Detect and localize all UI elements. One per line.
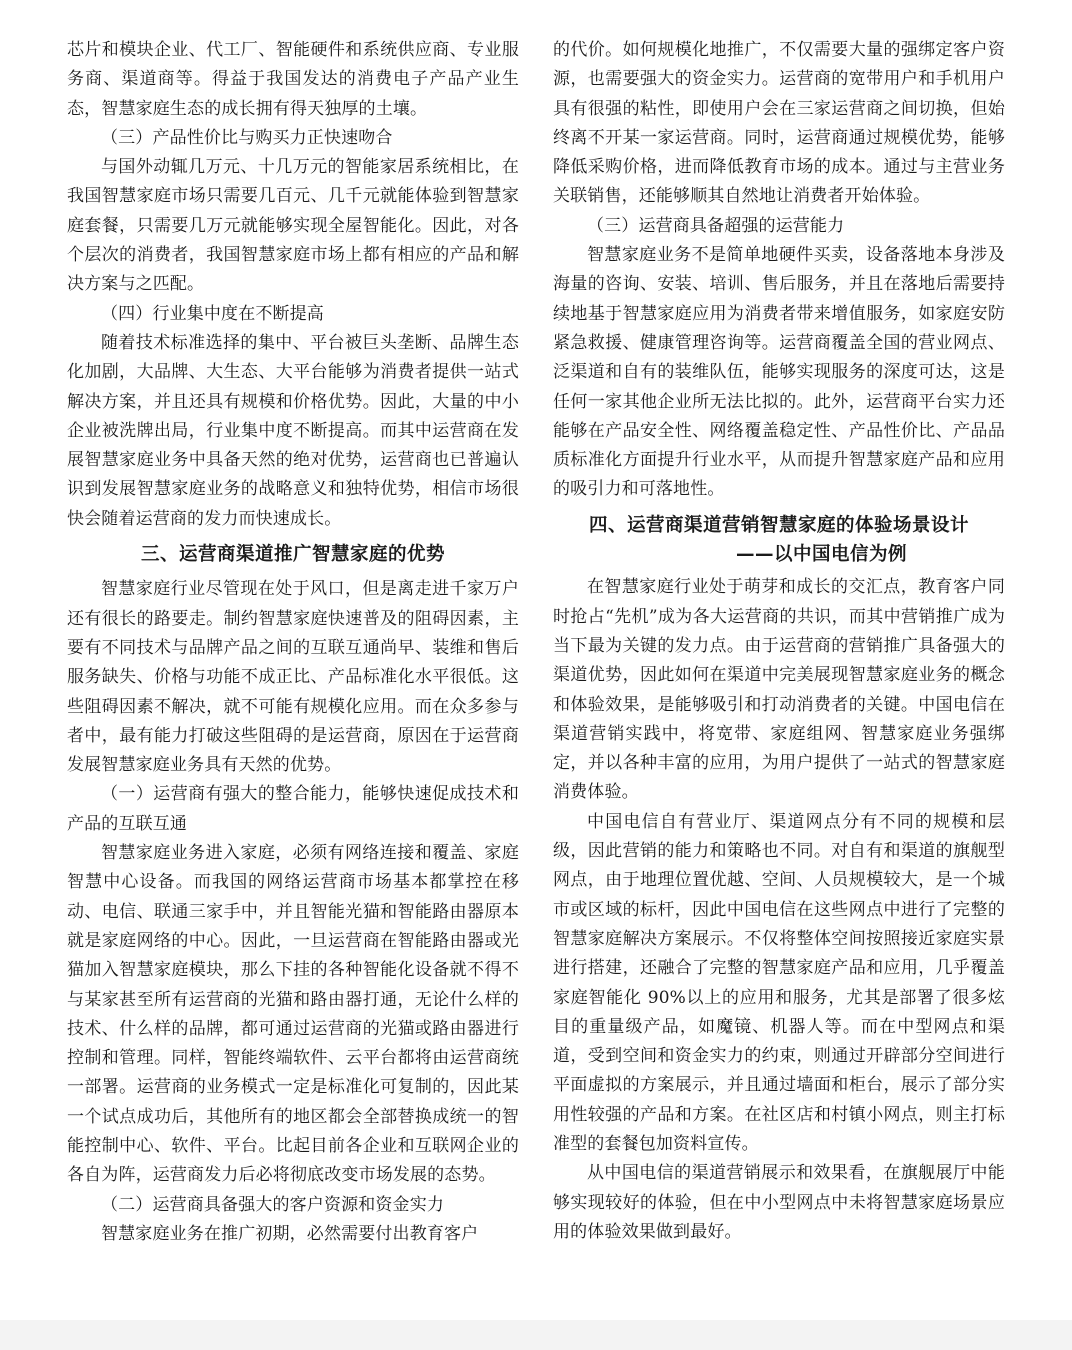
- subheading: （二）运营商具备强大的客户资源和资金实力: [101, 1194, 444, 1215]
- subheading: （一）运营商有强大的整合能力，能够快速促成技术和产品的互联互通: [67, 784, 519, 834]
- section-subtitle: ——以中国电信为例: [735, 544, 907, 566]
- page-footer-band: [0, 1320, 1072, 1350]
- paragraph: 与国外动辄几万元、十几万元的智能家居系统相比，在我国智慧家庭市场只需要几百元、几千元就能体验到智慧家庭套餐，只需要几万元就能够实现全屋智能化。因此，对各个层次的消费者，我国智慧家庭市场上都有相应的产品和解决方案与之匹配。: [67, 157, 519, 295]
- paragraph: 在智慧家庭行业处于萌芽和成长的交汇点，教育客户同时抢占“先机”成为各大运营商的共识，而其中营销推广成为当下最为关键的发力点。由于运营商的营销推广具备强大的渠道优势，因此如何在渠道中完美展现智慧家庭业务的概念和体验效果，是能够吸引和打动消费者的关键。中国电信在渠道营销实践中，将宽带、家庭组网、智慧家庭业务强绑定，并以各种丰富的应用，为用户提供了一站式的智慧家庭消费体验。: [553, 577, 1005, 803]
- paragraph: 智慧家庭业务不是简单地硬件买卖，设备落地本身涉及海量的咨询、安装、培训、售后服务，并且在落地后需要持续地基于智慧家庭应用为消费者带来增值服务，如家庭安防紧急救援、健康管理咨询等。运营商覆盖全国的营业网点、泛渠道和自有的装维队伍，能够实现服务的深度可达，这是任何一家其他企业所无法比拟的。此外，运营商平台实力还能够在产品安全性、网络覆盖稳定性、产品性价比、产品品质标准化方面提升行业水平，从而提升智慧家庭产品和应用的吸引力和可落地性。: [553, 245, 1005, 500]
- section-title: 三、运营商渠道推广智慧家庭的优势: [140, 544, 445, 566]
- paragraph: 从中国电信的渠道营销展示和效果看，在旗舰展厅中能够实现较好的体验，但在中小型网点中未将智慧家庭场景应用的体验效果做到最好。: [553, 1163, 1005, 1242]
- right-column: [553, 36, 1005, 1247]
- subheading: （三）运营商具备超强的运营能力: [587, 215, 845, 236]
- paragraph: 的代价。如何规模化地推广，不仅需要大量的强绑定客户资源，也需要强大的资金实力。运营商的宽带用户和手机用户具有很强的粘性，即使用户会在三家运营商之间切换，但始终离不开某一家运营商。同时，运营商通过规模优势，能够降低采购价格，进而降低教育市场的成本。通过与主营业务关联销售，还能够顺其自然地让消费者开始体验。: [553, 40, 1005, 207]
- paragraph: 随着技术标准选择的集中、平台被巨头垄断、品牌生态化加剧，大品牌、大生态、大平台能够为消费者提供一站式解决方案，并且还具有规模和价格优势。因此，大量的中小企业被洗牌出局，行业集中度不断提高。而其中运营商在发展智慧家庭业务中具备天然的绝对优势，运营商也已普遍认识到发展智慧家庭业务的战略意义和独特优势，相信市场很快会随着运营商的发力而快速成长。: [67, 332, 519, 529]
- paragraph: 智慧家庭业务进入家庭，必须有网络连接和覆盖、家庭智慧中心设备。而我国的网络运营商市场基本都掌控在移动、电信、联通三家手中，并且智能光猫和智能路由器原本就是家庭网络的中心。因此，一旦运营商在智能路由器或光猫加入智慧家庭模块，那么下挂的各种智能化设备就不得不与某家甚至所有运营商的光猫和路由器打通，无论什么样的技术、什么样的品牌，都可通过运营商的光猫或路由器进行控制和管理。同样，智能终端软件、云平台都将由运营商统一部署。运营商的业务模式一定是标准化可复制的，因此某一个试点成功后，其他所有的地区都会全部替换成统一的智能控制中心、软件、平台。比起目前各企业和互联网企业的各自为阵，运营商发力后必将彻底改变市场发展的态势。: [67, 843, 519, 1186]
- paragraph: 智慧家庭行业尽管现在处于风口，但是离走进千家万户还有很长的路要走。制约智慧家庭快速普及的阻碍因素，主要有不同技术与品牌产品之间的互联互通尚早、装维和售后服务缺失、价格与功能不成正比、产品标准化水平很低。这些阻碍因素不解决，就不可能有规模化应用。而在众多参与者中，最有能力打破这些阻碍的是运营商，原因在于运营商发展智慧家庭业务具有天然的优势。: [67, 579, 519, 776]
- section-title: 四、运营商渠道营销智慧家庭的体验场景设计: [588, 514, 969, 536]
- paragraph: 芯片和模块企业、代工厂、智能硬件和系统供应商、专业服务商、渠道商等。得益于我国发达的消费电子产品产业生态，智慧家庭生态的成长拥有得天独厚的土壤。: [67, 40, 519, 119]
- left-column: [67, 36, 519, 1249]
- subheading: （三）产品性价比与购买力正快速吻合: [101, 127, 393, 148]
- paragraph: 智慧家庭业务在推广初期，必然需要付出教育客户: [101, 1223, 479, 1244]
- paragraph: 中国电信自有营业厅、渠道网点分有不同的规模和层级，因此营销的能力和策略也不同。对自有和渠道的旗舰型网点，由于地理位置优越、空间、人员规模较大，是一个城市或区域的标杆，因此中国电信在这些网点中进行了完整的智慧家庭解决方案展示。不仅将整体空间按照接近家庭实景进行搭建，还融合了完整的智慧家庭产品和应用，几乎覆盖家庭智能化 90%以上的应用和服务，尤其是部署了很多炫目的重量级产品，如魔镜、机器人等。而在中型网点和渠道，受到空间和资金实力的约束，则通过开辟部分空间进行平面虚拟的方案展示，并且通过墙面和柜台，展示了部分实用性较强的产品和方案。在社区店和村镇小网点，则主打标准型的套餐包加资料宣传。: [553, 811, 1005, 1154]
- subheading: （四）行业集中度在不断提高: [101, 303, 324, 324]
